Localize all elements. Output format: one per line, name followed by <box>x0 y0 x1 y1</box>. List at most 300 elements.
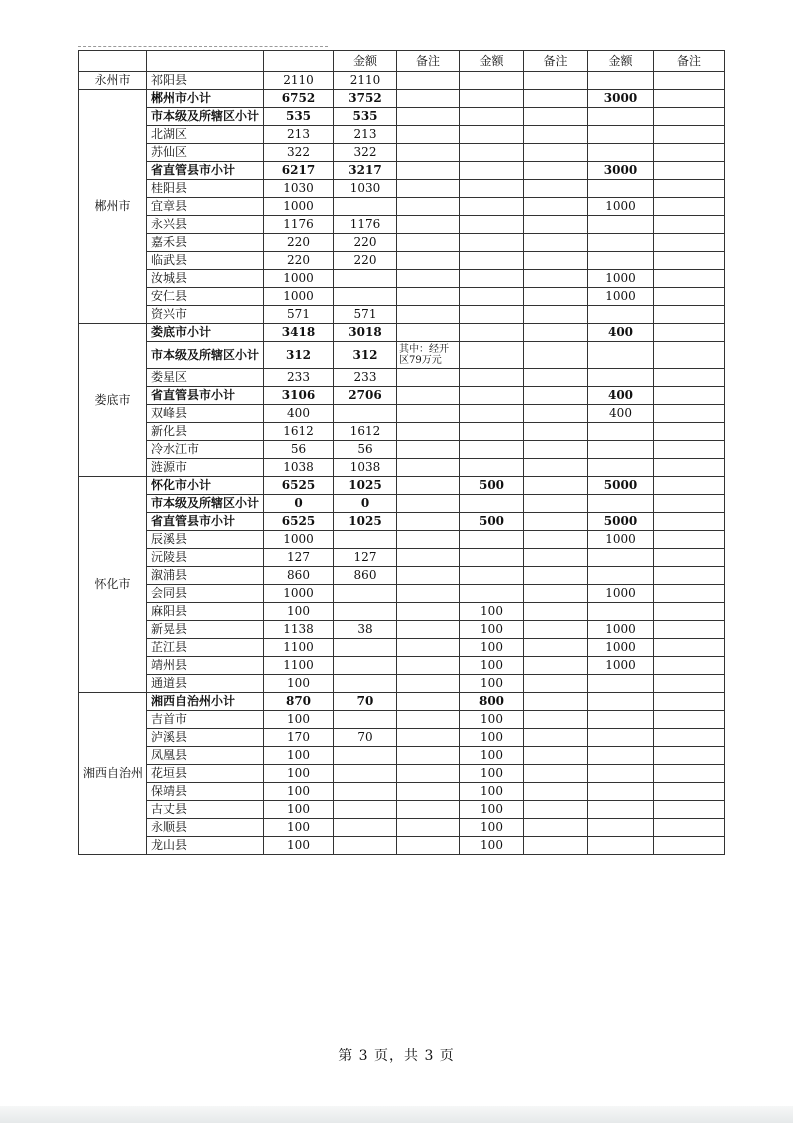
table-row <box>79 729 725 747</box>
note-1-cell <box>397 108 460 126</box>
subtotal-row <box>79 477 725 495</box>
amount-2-cell <box>460 585 524 603</box>
total-cell: 213 <box>264 126 334 144</box>
amount-2-cell <box>460 108 524 126</box>
total-cell: 1176 <box>264 216 334 234</box>
total-cell: 6525 <box>264 513 334 531</box>
note-2-cell <box>524 108 588 126</box>
amount-2-cell: 100 <box>460 783 524 801</box>
county-name-cell: 涟源市 <box>147 459 264 477</box>
header-amount-2: 金额 <box>460 51 524 72</box>
note-3-cell <box>654 198 725 216</box>
note-1-cell <box>397 477 460 495</box>
amount-2-cell <box>460 72 524 90</box>
amount-1-cell: 3752 <box>334 90 397 108</box>
total-cell: 127 <box>264 549 334 567</box>
table-row <box>79 621 725 639</box>
table-row <box>79 567 725 585</box>
table-row <box>79 639 725 657</box>
note-3-cell <box>654 549 725 567</box>
table-row <box>79 144 725 162</box>
note-3-cell <box>654 495 725 513</box>
amount-3-cell: 400 <box>588 405 654 423</box>
note-3-cell <box>654 72 725 90</box>
note-1-cell <box>397 324 460 342</box>
amount-3-cell <box>588 603 654 621</box>
header-note-1: 备注 <box>397 51 460 72</box>
table-row <box>79 306 725 324</box>
total-cell: 100 <box>264 765 334 783</box>
page-bottom-shade <box>0 1106 793 1123</box>
amount-2-cell <box>460 252 524 270</box>
note-3-cell <box>654 459 725 477</box>
amount-1-cell <box>334 405 397 423</box>
county-name-cell: 泸溪县 <box>147 729 264 747</box>
note-2-cell <box>524 603 588 621</box>
total-cell: 1100 <box>264 657 334 675</box>
county-name-cell: 北湖区 <box>147 126 264 144</box>
note-3-cell <box>654 324 725 342</box>
amount-1-cell <box>334 801 397 819</box>
note-2-cell <box>524 729 588 747</box>
amount-3-cell <box>588 459 654 477</box>
amount-3-cell: 3000 <box>588 90 654 108</box>
amount-3-cell <box>588 819 654 837</box>
note-1-cell <box>397 387 460 405</box>
amount-3-cell <box>588 423 654 441</box>
amount-1-cell <box>334 747 397 765</box>
total-cell: 100 <box>264 603 334 621</box>
amount-3-cell: 1000 <box>588 531 654 549</box>
amount-2-cell <box>460 387 524 405</box>
county-name-cell: 古丈县 <box>147 801 264 819</box>
note-2-cell <box>524 513 588 531</box>
county-name-cell: 怀化市小计 <box>147 477 264 495</box>
amount-3-cell: 1000 <box>588 270 654 288</box>
amount-3-cell <box>588 342 654 369</box>
table-row <box>79 801 725 819</box>
note-2-cell <box>524 801 588 819</box>
county-name-cell: 靖州县 <box>147 657 264 675</box>
county-name-cell: 新晃县 <box>147 621 264 639</box>
note-1-cell <box>397 729 460 747</box>
note-3-cell <box>654 441 725 459</box>
note-1-cell <box>397 441 460 459</box>
note-2-cell <box>524 126 588 144</box>
note-1-cell <box>397 405 460 423</box>
table-row <box>79 675 725 693</box>
amount-3-cell <box>588 765 654 783</box>
region-cell: 怀化市 <box>79 477 147 693</box>
subtotal-row <box>79 342 725 369</box>
note-1-cell <box>397 531 460 549</box>
note-1-cell <box>397 513 460 531</box>
county-name-cell: 市本级及所辖区小计 <box>147 108 264 126</box>
table-row <box>79 369 725 387</box>
total-cell: 6525 <box>264 477 334 495</box>
table-row <box>79 405 725 423</box>
county-name-cell: 新化县 <box>147 423 264 441</box>
amount-1-cell: 220 <box>334 252 397 270</box>
county-name-cell: 溆浦县 <box>147 567 264 585</box>
amount-2-cell <box>460 459 524 477</box>
amount-3-cell: 1000 <box>588 198 654 216</box>
amount-1-cell <box>334 531 397 549</box>
county-name-cell: 苏仙区 <box>147 144 264 162</box>
amount-3-cell: 1000 <box>588 585 654 603</box>
note-2-cell <box>524 288 588 306</box>
amount-1-cell: 0 <box>334 495 397 513</box>
county-name-cell: 保靖县 <box>147 783 264 801</box>
note-1-cell <box>397 369 460 387</box>
total-cell: 1000 <box>264 585 334 603</box>
amount-1-cell: 322 <box>334 144 397 162</box>
note-1-cell <box>397 639 460 657</box>
amount-2-cell: 800 <box>460 693 524 711</box>
note-1-cell <box>397 72 460 90</box>
note-2-cell <box>524 162 588 180</box>
amount-3-cell: 400 <box>588 324 654 342</box>
amount-2-cell <box>460 549 524 567</box>
total-cell: 1000 <box>264 288 334 306</box>
note-1-cell <box>397 747 460 765</box>
amount-1-cell <box>334 711 397 729</box>
note-3-cell <box>654 270 725 288</box>
note-3-cell <box>654 693 725 711</box>
subtotal-row <box>79 495 725 513</box>
table-row <box>79 72 725 90</box>
note-1-cell <box>397 711 460 729</box>
amount-2-cell: 100 <box>460 603 524 621</box>
amount-3-cell: 400 <box>588 387 654 405</box>
note-2-cell <box>524 567 588 585</box>
note-2-cell <box>524 819 588 837</box>
region-cell: 湘西自治州 <box>79 693 147 855</box>
amount-3-cell <box>588 711 654 729</box>
note-1-cell <box>397 675 460 693</box>
amount-3-cell: 1000 <box>588 657 654 675</box>
note-1-cell <box>397 657 460 675</box>
total-cell: 1138 <box>264 621 334 639</box>
amount-3-cell: 3000 <box>588 162 654 180</box>
amount-3-cell <box>588 675 654 693</box>
amount-1-cell <box>334 198 397 216</box>
total-cell: 220 <box>264 252 334 270</box>
amount-3-cell <box>588 495 654 513</box>
amount-2-cell <box>460 162 524 180</box>
amount-3-cell <box>588 72 654 90</box>
header-cell <box>147 51 264 72</box>
header-cell <box>79 51 147 72</box>
county-name-cell: 通道县 <box>147 675 264 693</box>
note-3-cell <box>654 711 725 729</box>
note-3-cell <box>654 369 725 387</box>
amount-1-cell: 2110 <box>334 72 397 90</box>
table-row <box>79 180 725 198</box>
amount-2-cell <box>460 369 524 387</box>
amount-3-cell <box>588 126 654 144</box>
amount-2-cell: 100 <box>460 657 524 675</box>
amount-1-cell: 1612 <box>334 423 397 441</box>
note-3-cell <box>654 216 725 234</box>
note-2-cell <box>524 198 588 216</box>
amount-3-cell <box>588 729 654 747</box>
amount-3-cell <box>588 369 654 387</box>
total-cell: 233 <box>264 369 334 387</box>
total-cell: 1000 <box>264 531 334 549</box>
note-2-cell <box>524 495 588 513</box>
amount-2-cell: 100 <box>460 675 524 693</box>
county-name-cell: 祁阳县 <box>147 72 264 90</box>
note-3-cell <box>654 126 725 144</box>
note-1-cell <box>397 585 460 603</box>
amount-3-cell: 1000 <box>588 621 654 639</box>
note-1-cell <box>397 252 460 270</box>
total-cell: 3418 <box>264 324 334 342</box>
amount-1-cell: 56 <box>334 441 397 459</box>
note-2-cell <box>524 306 588 324</box>
total-cell: 1030 <box>264 180 334 198</box>
note-1-cell <box>397 819 460 837</box>
county-name-cell: 省直管县市小计 <box>147 387 264 405</box>
note-2-cell <box>524 621 588 639</box>
note-3-cell <box>654 603 725 621</box>
table-row <box>79 459 725 477</box>
amount-3-cell <box>588 801 654 819</box>
amount-2-cell <box>460 405 524 423</box>
note-1-cell <box>397 459 460 477</box>
amount-3-cell <box>588 567 654 585</box>
amount-2-cell: 100 <box>460 639 524 657</box>
table-row <box>79 747 725 765</box>
note-2-cell <box>524 423 588 441</box>
amount-2-cell: 100 <box>460 621 524 639</box>
header-amount-3: 金额 <box>588 51 654 72</box>
total-cell: 100 <box>264 819 334 837</box>
note-2-cell <box>524 459 588 477</box>
amount-1-cell <box>334 765 397 783</box>
total-cell: 170 <box>264 729 334 747</box>
table-row <box>79 441 725 459</box>
county-name-cell: 永顺县 <box>147 819 264 837</box>
amount-2-cell <box>460 126 524 144</box>
note-2-cell <box>524 144 588 162</box>
table-row <box>79 837 725 855</box>
region-cell: 娄底市 <box>79 324 147 477</box>
amount-2-cell <box>460 531 524 549</box>
amount-1-cell <box>334 837 397 855</box>
total-cell: 100 <box>264 747 334 765</box>
note-2-cell <box>524 342 588 369</box>
amount-2-cell <box>460 306 524 324</box>
region-cell: 永州市 <box>79 72 147 90</box>
subtotal-row <box>79 162 725 180</box>
total-cell: 100 <box>264 711 334 729</box>
total-cell: 1000 <box>264 198 334 216</box>
note-1-cell <box>397 693 460 711</box>
note-3-cell <box>654 621 725 639</box>
region-cell: 郴州市 <box>79 90 147 324</box>
total-cell: 3106 <box>264 387 334 405</box>
table-row <box>79 765 725 783</box>
amount-3-cell <box>588 837 654 855</box>
note-1-cell <box>397 306 460 324</box>
note-3-cell <box>654 108 725 126</box>
amount-2-cell <box>460 342 524 369</box>
amount-3-cell: 5000 <box>588 477 654 495</box>
note-1-cell: 其中：经开区79万元 <box>397 342 460 369</box>
county-name-cell: 省直管县市小计 <box>147 513 264 531</box>
note-3-cell <box>654 405 725 423</box>
note-3-cell <box>654 342 725 369</box>
note-1-cell <box>397 765 460 783</box>
total-cell: 1612 <box>264 423 334 441</box>
table-row <box>79 603 725 621</box>
amount-2-cell: 100 <box>460 765 524 783</box>
note-3-cell <box>654 423 725 441</box>
amount-1-cell: 213 <box>334 126 397 144</box>
note-2-cell <box>524 765 588 783</box>
note-1-cell <box>397 603 460 621</box>
note-2-cell <box>524 837 588 855</box>
total-cell: 220 <box>264 234 334 252</box>
note-2-cell <box>524 441 588 459</box>
amount-3-cell <box>588 306 654 324</box>
note-2-cell <box>524 549 588 567</box>
note-3-cell <box>654 729 725 747</box>
subtotal-row <box>79 108 725 126</box>
amount-3-cell <box>588 234 654 252</box>
amount-1-cell: 3217 <box>334 162 397 180</box>
total-cell: 1000 <box>264 270 334 288</box>
note-3-cell <box>654 306 725 324</box>
amount-3-cell: 5000 <box>588 513 654 531</box>
note-1-cell <box>397 234 460 252</box>
county-name-cell: 会同县 <box>147 585 264 603</box>
header-note-3: 备注 <box>654 51 725 72</box>
table-header-row <box>79 51 725 72</box>
amount-1-cell: 233 <box>334 369 397 387</box>
county-name-cell: 市本级及所辖区小计 <box>147 342 264 369</box>
amount-3-cell: 1000 <box>588 639 654 657</box>
note-2-cell <box>524 216 588 234</box>
note-2-cell <box>524 72 588 90</box>
amount-3-cell <box>588 783 654 801</box>
note-1-cell <box>397 180 460 198</box>
note-3-cell <box>654 477 725 495</box>
amount-3-cell <box>588 252 654 270</box>
amount-3-cell <box>588 549 654 567</box>
note-1-cell <box>397 549 460 567</box>
amount-1-cell: 1025 <box>334 513 397 531</box>
table-row <box>79 198 725 216</box>
note-1-cell <box>397 567 460 585</box>
subtotal-row <box>79 324 725 342</box>
note-3-cell <box>654 801 725 819</box>
amount-1-cell <box>334 639 397 657</box>
note-2-cell <box>524 747 588 765</box>
amount-1-cell <box>334 603 397 621</box>
amount-2-cell: 100 <box>460 819 524 837</box>
note-3-cell <box>654 252 725 270</box>
note-3-cell <box>654 234 725 252</box>
amount-1-cell: 38 <box>334 621 397 639</box>
amount-1-cell: 220 <box>334 234 397 252</box>
county-name-cell: 汝城县 <box>147 270 264 288</box>
county-name-cell: 吉首市 <box>147 711 264 729</box>
county-name-cell: 麻阳县 <box>147 603 264 621</box>
amount-1-cell: 70 <box>334 693 397 711</box>
county-name-cell: 沅陵县 <box>147 549 264 567</box>
note-3-cell <box>654 567 725 585</box>
county-name-cell: 临武县 <box>147 252 264 270</box>
header-note-2: 备注 <box>524 51 588 72</box>
county-name-cell: 娄星区 <box>147 369 264 387</box>
note-2-cell <box>524 711 588 729</box>
header-amount-1: 金额 <box>334 51 397 72</box>
amount-1-cell: 1030 <box>334 180 397 198</box>
note-3-cell <box>654 639 725 657</box>
total-cell: 100 <box>264 801 334 819</box>
amount-3-cell <box>588 693 654 711</box>
fund-allocation-table <box>78 50 725 855</box>
table-row <box>79 711 725 729</box>
amount-1-cell: 3018 <box>334 324 397 342</box>
amount-2-cell <box>460 90 524 108</box>
total-cell: 322 <box>264 144 334 162</box>
amount-2-cell <box>460 180 524 198</box>
total-cell: 860 <box>264 567 334 585</box>
total-cell: 571 <box>264 306 334 324</box>
county-name-cell: 资兴市 <box>147 306 264 324</box>
county-name-cell: 嘉禾县 <box>147 234 264 252</box>
note-2-cell <box>524 675 588 693</box>
note-2-cell <box>524 639 588 657</box>
amount-3-cell <box>588 441 654 459</box>
total-cell: 1038 <box>264 459 334 477</box>
total-cell: 56 <box>264 441 334 459</box>
amount-2-cell: 100 <box>460 711 524 729</box>
amount-1-cell <box>334 270 397 288</box>
note-2-cell <box>524 252 588 270</box>
table-row <box>79 657 725 675</box>
county-name-cell: 冷水江市 <box>147 441 264 459</box>
total-cell: 6217 <box>264 162 334 180</box>
note-1-cell <box>397 216 460 234</box>
total-cell: 100 <box>264 837 334 855</box>
page-footer: 第 3 页，共 3 页 <box>338 1048 455 1064</box>
subtotal-row <box>79 693 725 711</box>
county-name-cell: 凤凰县 <box>147 747 264 765</box>
note-2-cell <box>524 387 588 405</box>
amount-2-cell <box>460 495 524 513</box>
county-name-cell: 省直管县市小计 <box>147 162 264 180</box>
county-name-cell: 娄底市小计 <box>147 324 264 342</box>
note-1-cell <box>397 288 460 306</box>
total-cell: 100 <box>264 675 334 693</box>
note-2-cell <box>524 90 588 108</box>
county-name-cell: 市本级及所辖区小计 <box>147 495 264 513</box>
amount-1-cell <box>334 585 397 603</box>
amount-3-cell: 1000 <box>588 288 654 306</box>
county-name-cell: 湘西自治州小计 <box>147 693 264 711</box>
note-3-cell <box>654 765 725 783</box>
amount-1-cell: 535 <box>334 108 397 126</box>
amount-2-cell <box>460 198 524 216</box>
note-1-cell <box>397 837 460 855</box>
note-1-cell <box>397 801 460 819</box>
total-cell: 535 <box>264 108 334 126</box>
